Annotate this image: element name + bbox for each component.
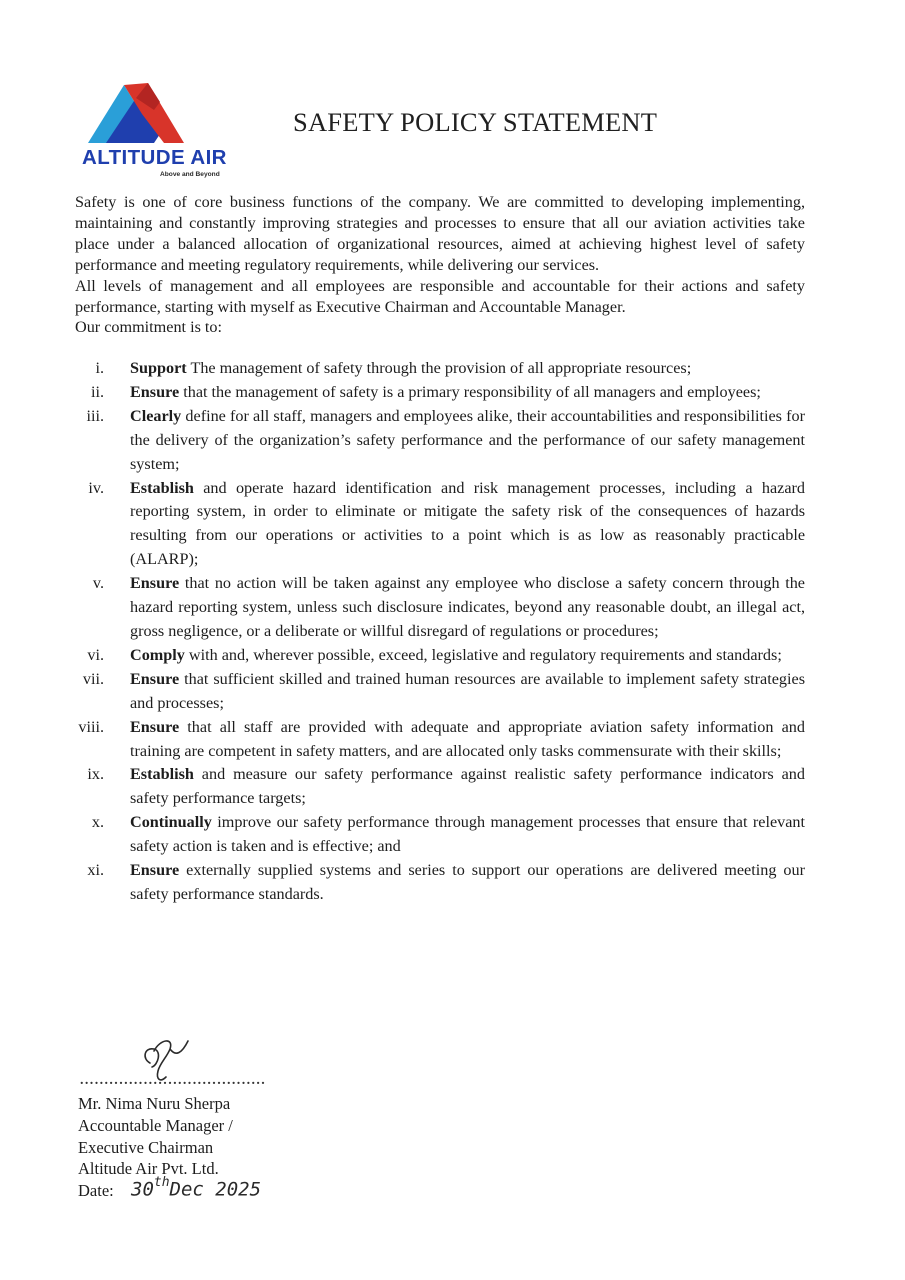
responsibility-paragraph: All levels of management and all employees are responsible and accountable for their actions and safety performance, starting with myself as Executive Chairman and Accountable Manager.: [75, 276, 805, 316]
commitment-number: vi.: [87, 645, 104, 664]
intro-section: [75, 192, 805, 338]
commitment-lead: Our commitment is to:: [75, 318, 223, 337]
commitment-item: [75, 381, 805, 405]
commitment-text: The management of safety through the provision of all appropriate resources;: [186, 359, 692, 377]
date-line: [78, 1175, 262, 1202]
date-day: 30: [131, 1178, 154, 1201]
signature-line: ......................................: [80, 1073, 267, 1088]
commitment-keyword: Ensure: [130, 574, 180, 593]
signatory-company: Altitude Air Pvt. Ltd.: [78, 1159, 219, 1179]
commitment-item: [75, 716, 805, 764]
commitment-item: [75, 811, 805, 859]
commitment-number: ii.: [90, 382, 104, 401]
commitment-item: [75, 668, 805, 716]
handwritten-date: [131, 1174, 261, 1201]
commitment-text: improve our safety performance through management processes that ensure that relevant safety action is taken and is effective; and: [130, 813, 805, 856]
commitment-list: [75, 357, 805, 907]
commitment-number: viii.: [78, 717, 104, 736]
logo-tagline: Above and Beyond: [160, 171, 220, 178]
commitment-item: [75, 644, 805, 668]
commitment-text: that sufficient skilled and trained human resources are available to implement safety strategies and processes;: [130, 669, 805, 712]
page-title: SAFETY POLICY STATEMENT: [293, 107, 658, 137]
commitment-keyword: Ensure: [130, 669, 180, 688]
commitment-keyword: Ensure: [130, 717, 180, 736]
commitment-text: with and, wherever possible, exceed, legislative and regulatory requirements and standards;: [184, 645, 782, 664]
commitment-number: vii.: [82, 669, 104, 688]
commitment-number: iii.: [86, 406, 104, 425]
commitment-keyword: Establish: [130, 478, 194, 497]
date-label: Date:: [78, 1181, 114, 1201]
commitment-item: [75, 572, 805, 644]
commitment-number: ix.: [87, 765, 104, 784]
company-logo: [82, 80, 252, 180]
commitment-item: [75, 357, 805, 381]
date-rest: Dec 2025: [169, 1178, 262, 1201]
signatory-role-2: Executive Chairman: [78, 1137, 214, 1157]
signatory-name: Mr. Nima Nuru Sherpa: [78, 1094, 231, 1113]
commitment-keyword: Comply: [130, 645, 185, 664]
commitment-item: [75, 405, 805, 477]
commitment-keyword: Clearly: [130, 406, 182, 425]
commitment-text: and operate hazard identification and risk management processes, including a hazard reporting system, in order to eliminate or mitigate the safety risk of the consequences of hazards resulting from our operations or activities to a point which is as low as reasonably practicable (ALARP);: [130, 478, 805, 569]
commitment-number: v.: [92, 574, 104, 593]
date-suffix: th: [153, 1175, 170, 1191]
commitment-keyword: Ensure: [130, 861, 180, 880]
commitment-keyword: Ensure: [130, 382, 180, 401]
commitment-item: [75, 859, 805, 907]
commitment-keyword: Support: [130, 359, 187, 377]
mountain-logo-icon: [86, 80, 186, 146]
commitment-number: i.: [95, 359, 104, 377]
commitment-keyword: Establish: [130, 765, 194, 784]
commitment-number: xi.: [87, 861, 104, 880]
commitment-text: define for all staff, managers and employees alike, their accountabilities and responsibilities for the delivery of the organization’s safety performance and the performance of our safety management system;: [130, 406, 805, 473]
commitment-text: externally supplied systems and series to support our operations are delivered meeting our safety performance standards.: [130, 861, 805, 903]
commitment-item: [75, 763, 805, 811]
commitment-number: iv.: [88, 478, 104, 497]
intro-paragraph: Safety is one of core business functions of the company. We are committed to developing implementing, maintaining and constantly improving strategies and processes to ensure that all our aviation activities take place under a balanced allocation of organizational resources, aimed at achieving highest level of safety performance and meeting regulatory requirements, while delivering our services.: [75, 193, 805, 274]
signatory-role-1: Accountable Manager /: [78, 1115, 233, 1135]
commitment-text: that all staff are provided with adequate and appropriate aviation safety information and training are competent in safety matters, and are allocated only tasks commensurate with their skills;: [130, 717, 805, 760]
commitment-number: x.: [91, 813, 104, 832]
signatory-details: [78, 1093, 262, 1202]
logo-company-name: ALTITUDE AIR: [82, 146, 227, 169]
commitment-text: that the management of safety is a primary responsibility of all managers and employees;: [179, 382, 761, 401]
commitment-item: [75, 477, 805, 573]
commitment-text: that no action will be taken against any employee who disclose a safety concern through the hazard reporting system, unless such disclosure indicates, beyond any reasonable doubt, an illegal act, gross negligence, or a deliberate or willful disregard of regulations or procedures;: [130, 574, 805, 640]
commitment-keyword: Continually: [130, 813, 212, 832]
commitment-text: and measure our safety performance against realistic safety performance indicators and safety performance targets;: [130, 765, 805, 808]
